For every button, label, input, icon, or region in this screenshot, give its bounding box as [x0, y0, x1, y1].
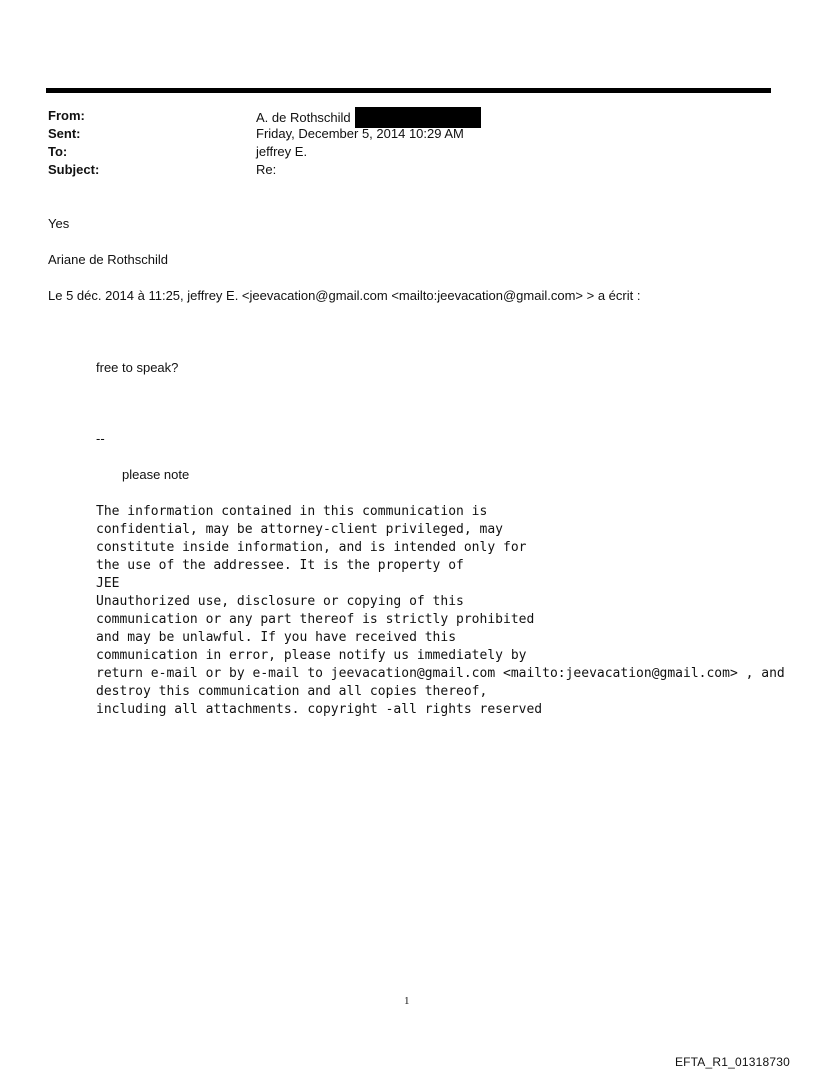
to-label: To: — [48, 144, 68, 159]
subject-value: Re: — [256, 162, 277, 177]
from-label: From: — [48, 108, 85, 123]
to-value: jeffrey E. — [256, 144, 308, 159]
quoted-message: free to speak? — [96, 360, 179, 375]
sent-value: Friday, December 5, 2014 10:29 AM — [256, 126, 464, 141]
document-id: EFTA_R1_01318730 — [674, 1055, 790, 1069]
page-number: 1 — [404, 995, 410, 1007]
reply-text: Yes — [48, 216, 70, 231]
quote-intro: Le 5 déc. 2014 à 11:25, jeffrey E. <jeevacation@gmail.com <mailto:jeevacation@gmail.com> > a écrit : — [48, 288, 641, 303]
subject-label: Subject: — [48, 162, 100, 177]
from-name: A. de Rothschild — [256, 109, 351, 125]
sent-label: Sent: — [48, 126, 81, 141]
redaction-box — [355, 107, 481, 128]
header-rule — [46, 88, 771, 93]
signature: Ariane de Rothschild — [48, 252, 168, 267]
signature-separator: -- — [96, 431, 105, 446]
disclaimer: The information contained in this communication is confidential, may be attorney-client privileged, may constitute inside information, and is intended only for the use of the addressee. It is the property of JEE Unauthorized use, disclosure or copying of this communication or any part thereof is strictly prohibited and may be unlawful. If you have received this communication in error, please notify us immediately by return e-mail or by e-mail to jeevacation@gmail.com <mailto:jeevacation@gmail.com> , and destroy this communication and all copies thereof, including all attachments. copyright -all rights reserved — [96, 504, 785, 717]
please-note: please note — [122, 467, 190, 482]
